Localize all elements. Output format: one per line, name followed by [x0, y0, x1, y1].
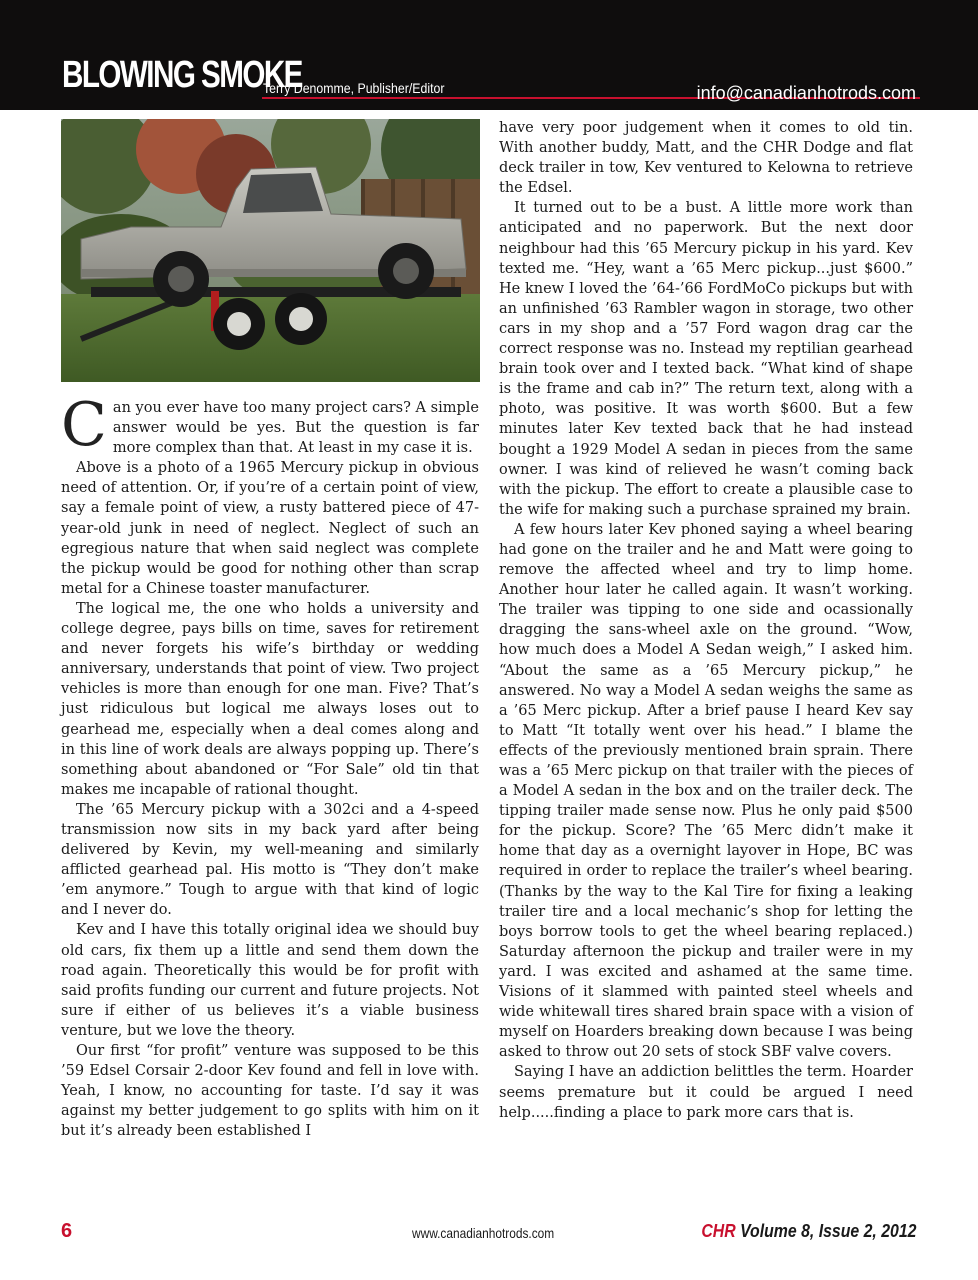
truck-photo [61, 119, 480, 382]
paragraph: Our first “for profit” venture was supposed to be this ’59 Edsel Corsair 2-door Kev found and fell in love with. Yeah, I know, no accounting for taste. I’d say it was against my better judgement to go splits with him on it but it’s already been established I [61, 1043, 479, 1140]
page-number: 6 [61, 1220, 73, 1242]
lead-text: an you ever have too many project cars? A simple answer would be yes. But the question is far more complex than that. At least in my case it is. [112, 400, 479, 457]
paragraph: The ’65 Mercury pickup with a 302ci and a 4-speed transmission now sits in my back yard after being delivered by Kevin, my well-meaning and similarly afflicted gearhead pal. His motto is “They don’t make ’em anymore.” Tough to argue with that kind of logic and I never do. [61, 801, 479, 919]
paragraph: Saying I have an addiction belittles the term. Hoarder seems premature but it could be argued I need help.....finding a place to park more cars that is. [499, 1064, 913, 1121]
drop-cap: C [61, 390, 107, 460]
magazine-abbrev: CHR [700, 1221, 736, 1241]
lead-paragraph [61, 390, 479, 460]
article-column-left [61, 390, 479, 1141]
footer-url[interactable]: www.canadianhotrods.com [412, 1225, 555, 1241]
article-column-right [499, 118, 913, 1123]
byline: Terry Denomme, Publisher/Editor [263, 80, 445, 96]
paragraph: The logical me, the one who holds a university and college degree, pays bills on time, saves for retirement and never forgets his wife’s birthday or wedding anniversary, understands that point of view. Two project vehicles is more than enough for one man. Five? That’s just ridiculous but logical me always loses out to gearhead me, especially when a deal comes along and in this line of work deals are always popping up. There’s something about abandoned or “For Sale” old tin that makes me incapable of rational thought. [61, 600, 479, 798]
paragraph-continued: have very poor judgement when it comes to old tin. With another buddy, Matt, and the CHR Dodge and flat deck trailer in tow, Kev ventured to Kelowna to retrieve the Edsel. [499, 120, 913, 197]
paragraph: A few hours later Kev phoned saying a wheel bearing had gone on the trailer and he and Matt were going to remove the affected wheel and try to limp home. Another hour later he called again. It wasn’t working. The trailer was tipping to one side and ocassionally dragging the sans-wheel axle on the ground. “Wow, how much does a Model A Sedan weigh,” I asked him. “About the same as a ’65 Mercury pickup,” he answered. No way a Model A sedan weighs the same as a ’65 Merc pickup. After a brief pause I heard Kev say to Matt “It totally went over his head.” I blame the effects of the previously mentioned brain sprain. There was a ’65 Merc pickup on that trailer with the pieces of a Model A sedan in the box and on the trailer deck. The tipping trailer made sense now. Plus he only paid $500 for the pickup. Score? The ’65 Merc didn’t make it home that day as a overnight layover in Hope, BC was required in order to replace the trailer’s wheel bearing. (Thanks by the way to the Kal Tire for fixing a leaking trailer tire and a local mechanic’s shop for letting the boys borrow tools to get the wheel bearing replaced.) Saturday afternoon the pickup and trailer were in my yard. I was excited and ashamed at the same time. Visions of it slammed with painted steel wheels and wide whitewall tires shared brain space with a vision of myself on Hoarders breaking down because I was being asked to throw out 20 sets of stock SBF valve covers. [499, 521, 913, 1061]
issue-text: Volume 8, Issue 2, 2012 [739, 1221, 916, 1241]
page-header [0, 0, 978, 110]
paragraph: Kev and I have this totally original idea we should buy old cars, fix them up a little and send them down the road again. Theoretically this would be for profit with said profits funding our current and future projects. Not sure if either of us believes it’s a viable business venture, but we love the theory. [61, 922, 479, 1039]
issue-info [701, 1221, 916, 1242]
paragraph: Above is a photo of a 1965 Mercury pickup in obvious need of attention. Or, if you’re of a certain point of view, say a female point of view, a rusty battered piece of 47-year-old junk in need of neglect. Neglect of such an egregious nature that when said neglect was complete the pickup would be good for nothing other than scrap metal for a Chinese toaster manufacturer. [61, 460, 479, 597]
paragraph: It turned out to be a bust. A little more work than anticipated and no paperwork. But the next door neighbour had this ’65 Mercury pickup in his yard. Kev texted me. “Hey, want a ’65 Merc pickup...just $600.” He knew I loved the ’64-’66 FordMoCo pickups but with an unfinished ’63 Rambler wagon in storage, two other cars in my shop and a ’57 Ford wagon drag car the correct response was no. Instead my reptilian gearhead brain took over and I texted back. “What kind of shape is the frame and cab in?” The return text, along with a photo, was positive. It was worth $600. But a few minutes later Kev texted back that he had instead bought a 1929 Model A sedan in pieces from the same owner. I was kind of relieved he wasn’t coming back with the pickup. The effort to create a plausible case to the wife for making such a purchase sprained my brain. [499, 200, 913, 518]
section-title: BLOWING SMOKE [62, 54, 302, 96]
email-link[interactable]: info@canadianhotrods.com [696, 83, 916, 103]
